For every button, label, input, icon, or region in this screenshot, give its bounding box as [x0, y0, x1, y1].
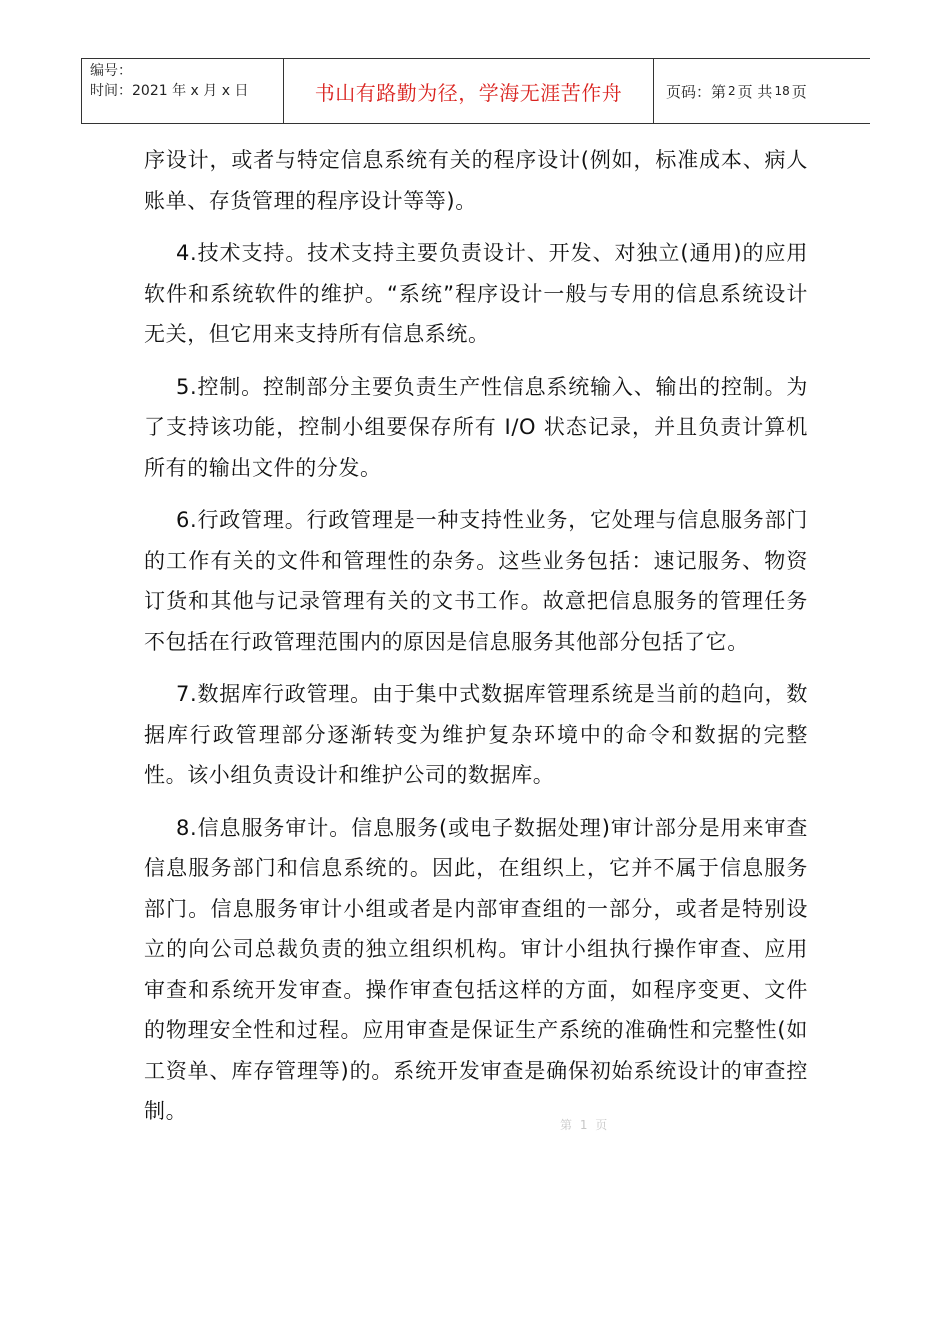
paragraph-technical-support: 4.技术支持。技术支持主要负责设计、开发、对独立(通用)的应用软件和系统软件的维护。“系统”程序设计一般与专用的信息系统设计无关，但它用来支持所有信息系统。 [144, 241, 808, 346]
paragraph-audit: 8.信息服务审计。信息服务(或电子数据处理)审计部分是用来审查信息服务部门和信息系统的。因此，在组织上，它并不属于信息服务部门。信息服务审计小组或者是内部审查组的一部分，或者是特别设立的向公司总裁负责的独立组织机构。审计小组执行操作审查、应用审查和系统开发审查。操作审查包括这样的方面，如程序变更、文件的物理安全性和过程。应用审查是保证生产系统的准确性和完整性(如工资单、库存管理等)的。系统开发审查是确保初始系统设计的审查控制。 [144, 815, 808, 1123]
header-motto: 书山有路勤为径，学海无涯苦作舟 [314, 80, 623, 105]
document-time-label: 时间：2021 年 x 月 x 日 [90, 83, 249, 99]
paragraph-database-administration: 7.数据库行政管理。由于集中式数据库管理系统是当前的趋向，数据库行政管理部分逐渐转变为维护复杂环境中的命令和数据的完整性。该小组负责设计和维护公司的数据库。 [144, 682, 808, 787]
document-body [144, 140, 808, 1144]
document-header [81, 58, 870, 124]
document-number-label: 编号： [90, 63, 132, 79]
page-suffix: 页 [791, 82, 807, 101]
paragraph-control: 5.控制。控制部分主要负责生产性信息系统输入、输出的控制。为了支持该功能，控制小组要保存所有 I/O 状态记录，并且负责计算机所有的输出文件的分发。 [144, 374, 808, 480]
page-prefix: 页码：第 [666, 82, 727, 101]
watermark: 第 1 页 [560, 1118, 610, 1132]
page-current: 2 [728, 84, 736, 98]
page-mid: 页 共 [737, 82, 773, 101]
paragraph-administration: 6.行政管理。行政管理是一种支持性业务，它处理与信息服务部门的工作有关的文件和管理性的杂务。这些业务包括：速记服务、物资订货和其他与记录管理有关的文书工作。故意把信息服务的管理任务不包括在行政管理范围内的原因是信息服务其他部分包括了它。 [144, 508, 808, 654]
header-motto-cell [284, 59, 654, 123]
header-meta-cell [82, 59, 284, 123]
page-indicator [654, 59, 870, 123]
page-total: 18 [774, 84, 790, 98]
paragraph-continuation: 序设计，或者与特定信息系统有关的程序设计(例如，标准成本、病人账单、存货管理的程序设计等等)。 [144, 148, 808, 213]
